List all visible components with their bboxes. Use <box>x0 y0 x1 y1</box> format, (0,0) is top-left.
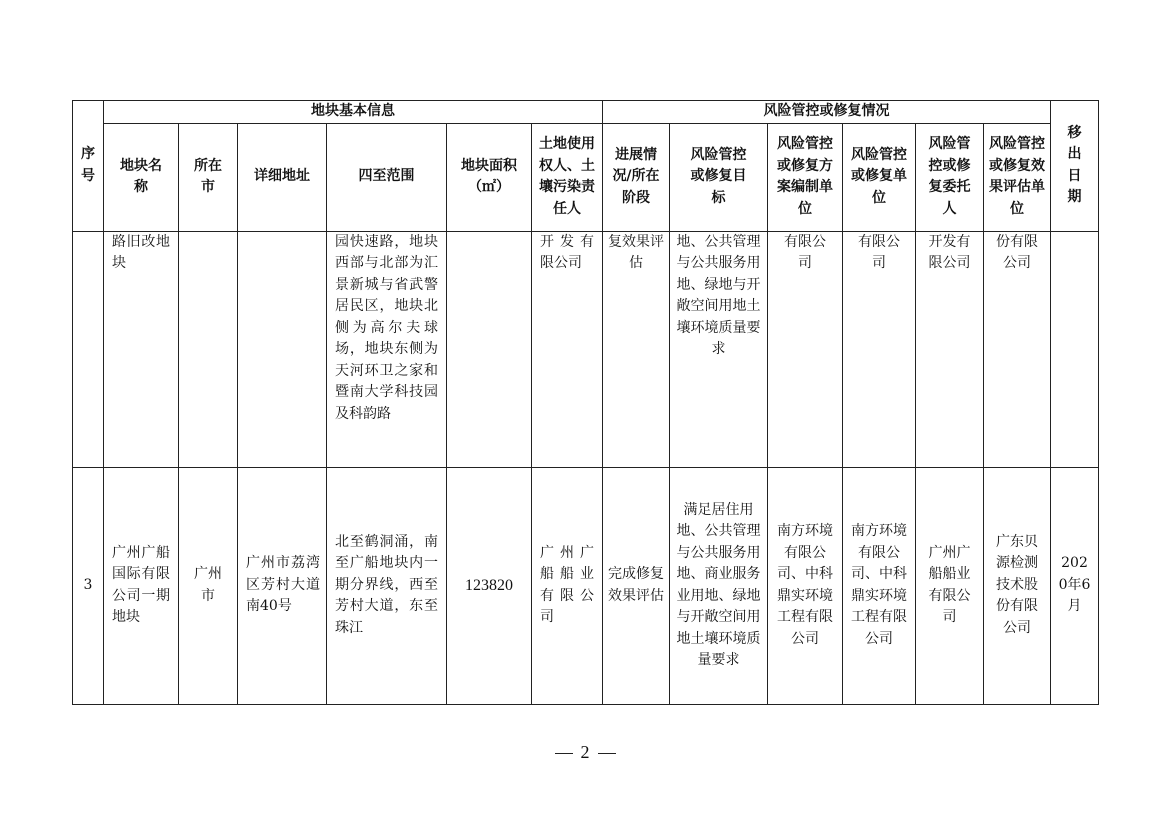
page-number: 2 <box>580 742 590 762</box>
cell-responsible: 开发有限公司 <box>532 231 603 467</box>
cell-plan-unit: 南方环境有限公司、中科鼎实环境工程有限公司 <box>768 467 843 704</box>
cell-plan-unit: 有限公司 <box>768 231 843 467</box>
cell-address: 广州市荔湾区芳村大道南40号 <box>238 467 327 704</box>
cell-evaluation-unit: 广东贝源检测技术股份有限公司 <box>984 467 1051 704</box>
cell-client: 广州广船船业有限公司 <box>916 467 984 704</box>
cell-removal-date: 2020年6月 <box>1051 467 1099 704</box>
header-target: 风险管控或修复目标 <box>670 123 768 231</box>
cell-evaluation-unit: 份有限公司 <box>984 231 1051 467</box>
cell-boundaries: 园快速路，地块西部与北部为汇景新城与省武警居民区，地块北侧为高尔夫球场，地块东侧为天河环卫之家和暨南大学科技园及科韵路 <box>327 231 447 467</box>
cell-city: 广州市 <box>179 467 238 704</box>
header-address: 详细地址 <box>238 123 327 231</box>
cell-seq <box>73 231 104 467</box>
cell-plot-name: 广州广船国际有限公司一期地块 <box>104 467 179 704</box>
header-remediation-unit: 风险管控或修复单位 <box>843 123 916 231</box>
header-plot-name: 地块名称 <box>104 123 179 231</box>
footer-dash-left <box>555 753 573 754</box>
cell-address <box>238 231 327 467</box>
header-progress: 进展情况/所在阶段 <box>603 123 670 231</box>
cell-remediation-unit: 南方环境有限公司、中科鼎实环境工程有限公司 <box>843 467 916 704</box>
header-group-risk-control: 风险管控或修复情况 <box>603 101 1051 124</box>
remediation-table <box>72 100 1099 705</box>
header-group-basic-info: 地块基本信息 <box>104 101 603 124</box>
cell-plot-name: 路旧改地块 <box>104 231 179 467</box>
table-row <box>73 231 1099 467</box>
cell-client: 开发有限公司 <box>916 231 984 467</box>
page-footer <box>0 742 1170 763</box>
header-boundaries: 四至范围 <box>327 123 447 231</box>
cell-progress: 完成修复效果评估 <box>603 467 670 704</box>
header-plan-unit: 风险管控或修复方案编制单位 <box>768 123 843 231</box>
cell-seq: 3 <box>73 467 104 704</box>
footer-dash-right <box>598 753 616 754</box>
table-row <box>73 467 1099 704</box>
cell-remediation-unit: 有限公司 <box>843 231 916 467</box>
cell-progress: 复效果评估 <box>603 231 670 467</box>
cell-area <box>447 231 532 467</box>
cell-removal-date <box>1051 231 1099 467</box>
cell-boundaries: 北至鹤洞涌，南至广船地块内一期分界线，西至芳村大道，东至珠江 <box>327 467 447 704</box>
cell-city <box>179 231 238 467</box>
cell-area: 123820 <box>447 467 532 704</box>
header-responsible: 土地使用权人、土壤污染责任人 <box>532 123 603 231</box>
header-area: 地块面积（㎡） <box>447 123 532 231</box>
cell-target: 地、公共管理与公共服务用地、绿地与开敞空间用地土壤环境质量要求 <box>670 231 768 467</box>
header-row-groups <box>73 101 1099 124</box>
header-city: 所在市 <box>179 123 238 231</box>
cell-responsible: 广州广船船业有限公司 <box>532 467 603 704</box>
cell-target: 满足居住用地、公共管理与公共服务用地、商业服务业用地、绿地与开敞空间用地土壤环境质量要求 <box>670 467 768 704</box>
header-client: 风险管控或修复委托人 <box>916 123 984 231</box>
header-seq: 序号 <box>73 101 104 232</box>
header-row-columns <box>73 123 1099 231</box>
header-removal-date: 移出日期 <box>1051 101 1099 232</box>
header-evaluation-unit: 风险管控或修复效果评估单位 <box>984 123 1051 231</box>
